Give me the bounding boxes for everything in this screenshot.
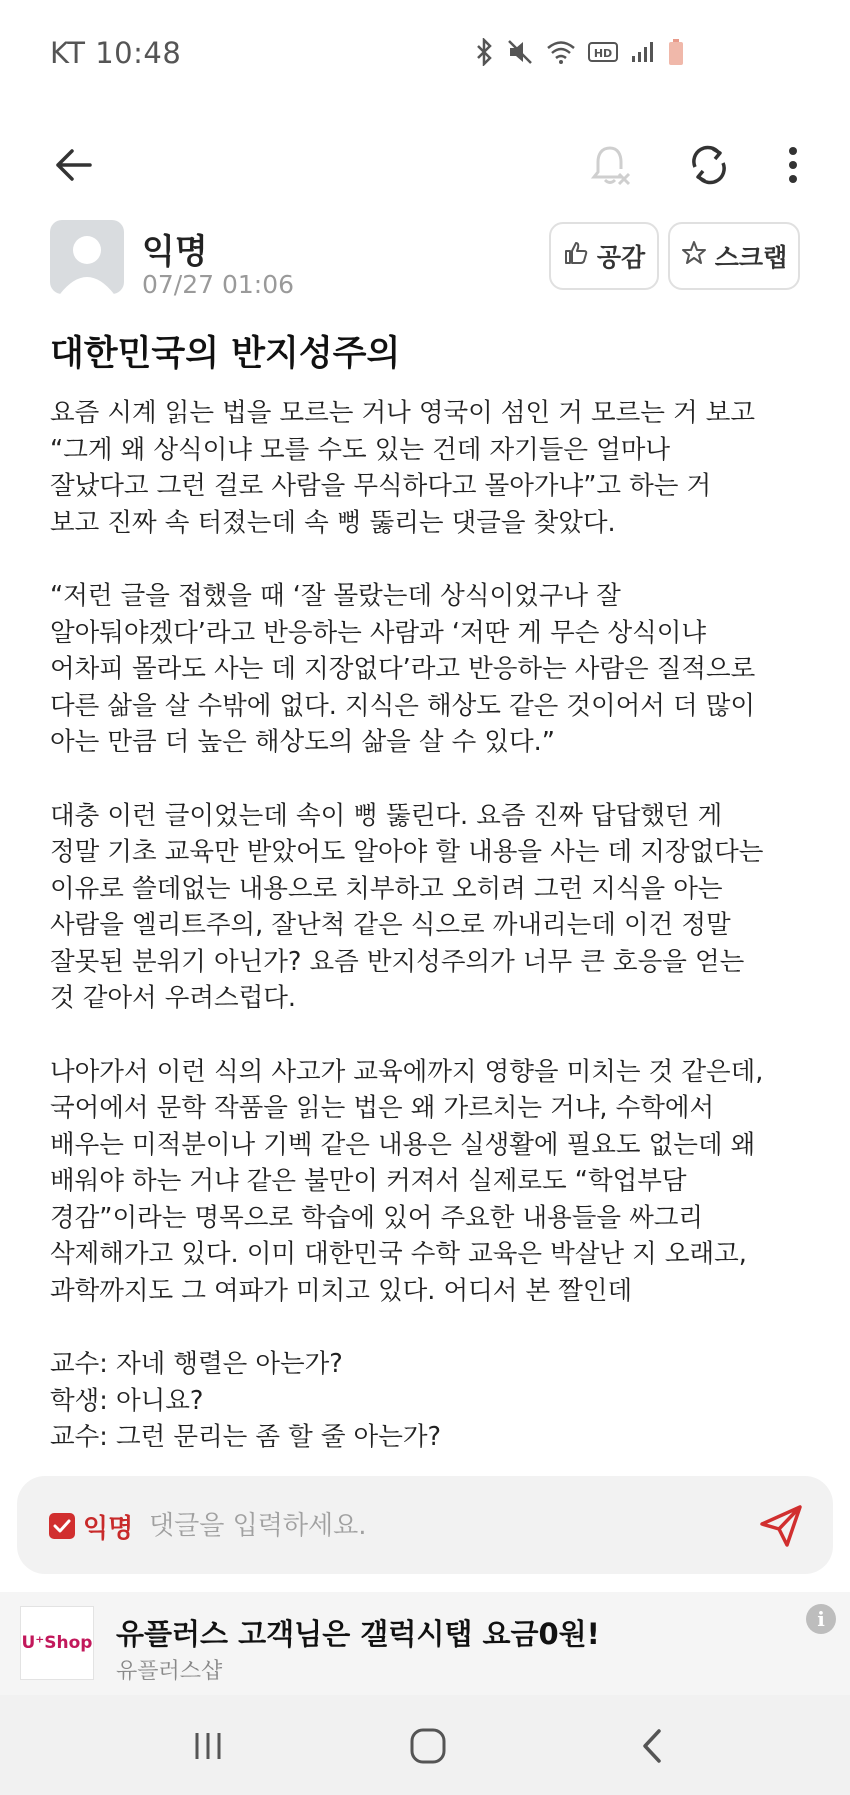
post-line: 다른 삶을 살 수밖에 없다. 지식은 해상도 같은 것이어서 더 많이	[50, 690, 755, 721]
post-line: 보고 진짜 속 터졌는데 속 뻥 뚫리는 댓글을 찾았다.	[50, 507, 616, 538]
like-button[interactable]	[549, 222, 659, 290]
post-line: 아는 만큼 더 높은 해상도의 삶을 살 수 있다.”	[50, 727, 555, 757]
ad-logo: U⁺Shop	[20, 1606, 94, 1680]
bluetooth-icon	[474, 38, 494, 66]
comment-input[interactable]	[147, 1500, 721, 1552]
more-vert-icon[interactable]	[760, 132, 826, 198]
ad-subtitle: 유플러스샵	[116, 1659, 223, 1684]
post-line: 잘못된 분위기 아닌가? 요즘 반지성주의가 너무 큰 호응을 얻는	[50, 946, 745, 977]
anonymous-checkbox[interactable]	[49, 1513, 75, 1539]
status-bar	[0, 0, 850, 110]
post-author-row	[50, 220, 810, 310]
post-line: “그게 왜 상식이냐 모를 수도 있는 건데 자기들은 얼마나	[50, 434, 670, 465]
scrap-button[interactable]	[668, 222, 800, 290]
battery-low-icon	[668, 38, 684, 66]
post-paragraph	[50, 578, 810, 761]
like-label: 공감	[596, 243, 646, 272]
post-line: 대충 이런 글이었는데 속이 뻥 뚫린다. 요즘 진짜 답답했던 게	[50, 800, 723, 831]
info-icon[interactable]: i	[806, 1604, 836, 1634]
top-app-bar	[0, 110, 850, 220]
post-date: 07/27 01:06	[142, 270, 295, 299]
post-line: 어차피 몰라도 사는 데 지장없다’라고 반응하는 사람은 질적으로	[50, 654, 756, 684]
post-line: 사람을 엘리트주의, 잘난척 같은 식으로 까내리는데 이건 정말	[50, 910, 731, 940]
post-line: 삭제해가고 있다. 이미 대한민국 수학 교육은 박살난 지 오래고,	[50, 1239, 747, 1269]
post-line: 알아둬야겠다’라고 반응하는 사람과 ‘저딴 게 무슨 상식이냐	[50, 617, 707, 648]
post-line: 것 같아서 우려스럽다.	[50, 983, 297, 1013]
hd-icon	[588, 41, 618, 63]
thumbs-up-icon	[563, 240, 589, 272]
post-line: 교수: 그런 문리는 좀 할 줄 아는가?	[50, 1422, 441, 1452]
post-line: 잘났다고 그런 걸로 사람을 무식하다고 몰아가냐”고 하는 거	[50, 471, 712, 501]
post-paragraph	[50, 798, 810, 1017]
recent-apps-icon[interactable]	[178, 1723, 238, 1769]
post-line: 배워야 하는 거냐 같은 불만이 커져서 실제로도 “학업부담	[50, 1166, 687, 1196]
post-line: 국어에서 문학 작품을 읽는 법은 왜 가르치는 거냐, 수학에서	[50, 1093, 715, 1123]
post-line: 학생: 아니요?	[50, 1385, 204, 1416]
avatar	[50, 220, 124, 294]
post-paragraph	[50, 395, 810, 541]
svg-text:HD: HD	[593, 47, 613, 60]
post-body	[50, 395, 810, 1458]
post-line: 배우는 미적분이나 기벡 같은 내용은 실생활에 필요도 없는데 왜	[50, 1129, 756, 1160]
signal-icon	[630, 40, 656, 64]
home-icon[interactable]	[398, 1723, 458, 1769]
post-line: 요즘 시계 읽는 법을 모르는 거나 영국이 섬인 거 모르는 거 보고	[50, 398, 755, 428]
author-name: 익명	[142, 232, 208, 272]
send-icon[interactable]	[757, 1502, 805, 1550]
post-line: 정말 기초 교육만 받았어도 알아야 할 내용을 사는 데 지장없다는	[50, 837, 764, 867]
back-icon[interactable]	[622, 1723, 682, 1769]
system-nav-bar	[0, 1695, 850, 1795]
notification-off-icon[interactable]	[578, 132, 644, 198]
status-icons	[474, 38, 684, 66]
post-line: 나아가서 이런 식의 사고가 교육에까지 영향을 미치는 것 같은데,	[50, 1056, 764, 1087]
post-line: 이유로 쓸데없는 내용으로 치부하고 오히려 그런 지식을 아는	[50, 873, 723, 904]
post-title: 대한민국의 반지성주의	[50, 334, 401, 374]
comment-bar	[17, 1476, 833, 1574]
ad-banner[interactable]	[0, 1592, 850, 1695]
carrier-time: KT 10:48	[50, 36, 182, 70]
post-paragraph	[50, 1054, 810, 1310]
back-arrow-icon[interactable]	[41, 132, 107, 198]
scrap-label: 스크랩	[714, 243, 788, 272]
post-line: “저런 글을 접했을 때 ‘잘 몰랐는데 상식이었구나 잘	[50, 581, 621, 611]
wifi-icon	[546, 39, 576, 65]
post-line: 경감”이라는 명목으로 학습에 있어 주요한 내용들을 싸그리	[50, 1202, 704, 1233]
post-paragraph	[50, 1346, 810, 1456]
post-line: 교수: 자네 행렬은 아는가?	[50, 1349, 343, 1379]
anonymous-label[interactable]: 익명	[83, 1514, 134, 1544]
mute-icon	[506, 38, 534, 66]
ad-title[interactable]: 유플러스 고객님은 갤럭시탭 요금0원!	[116, 1617, 600, 1651]
post-line: 과학까지도 그 여파가 미치고 있다. 어디서 본 짤인데	[50, 1275, 633, 1306]
star-icon	[681, 240, 707, 272]
refresh-icon[interactable]	[676, 132, 742, 198]
